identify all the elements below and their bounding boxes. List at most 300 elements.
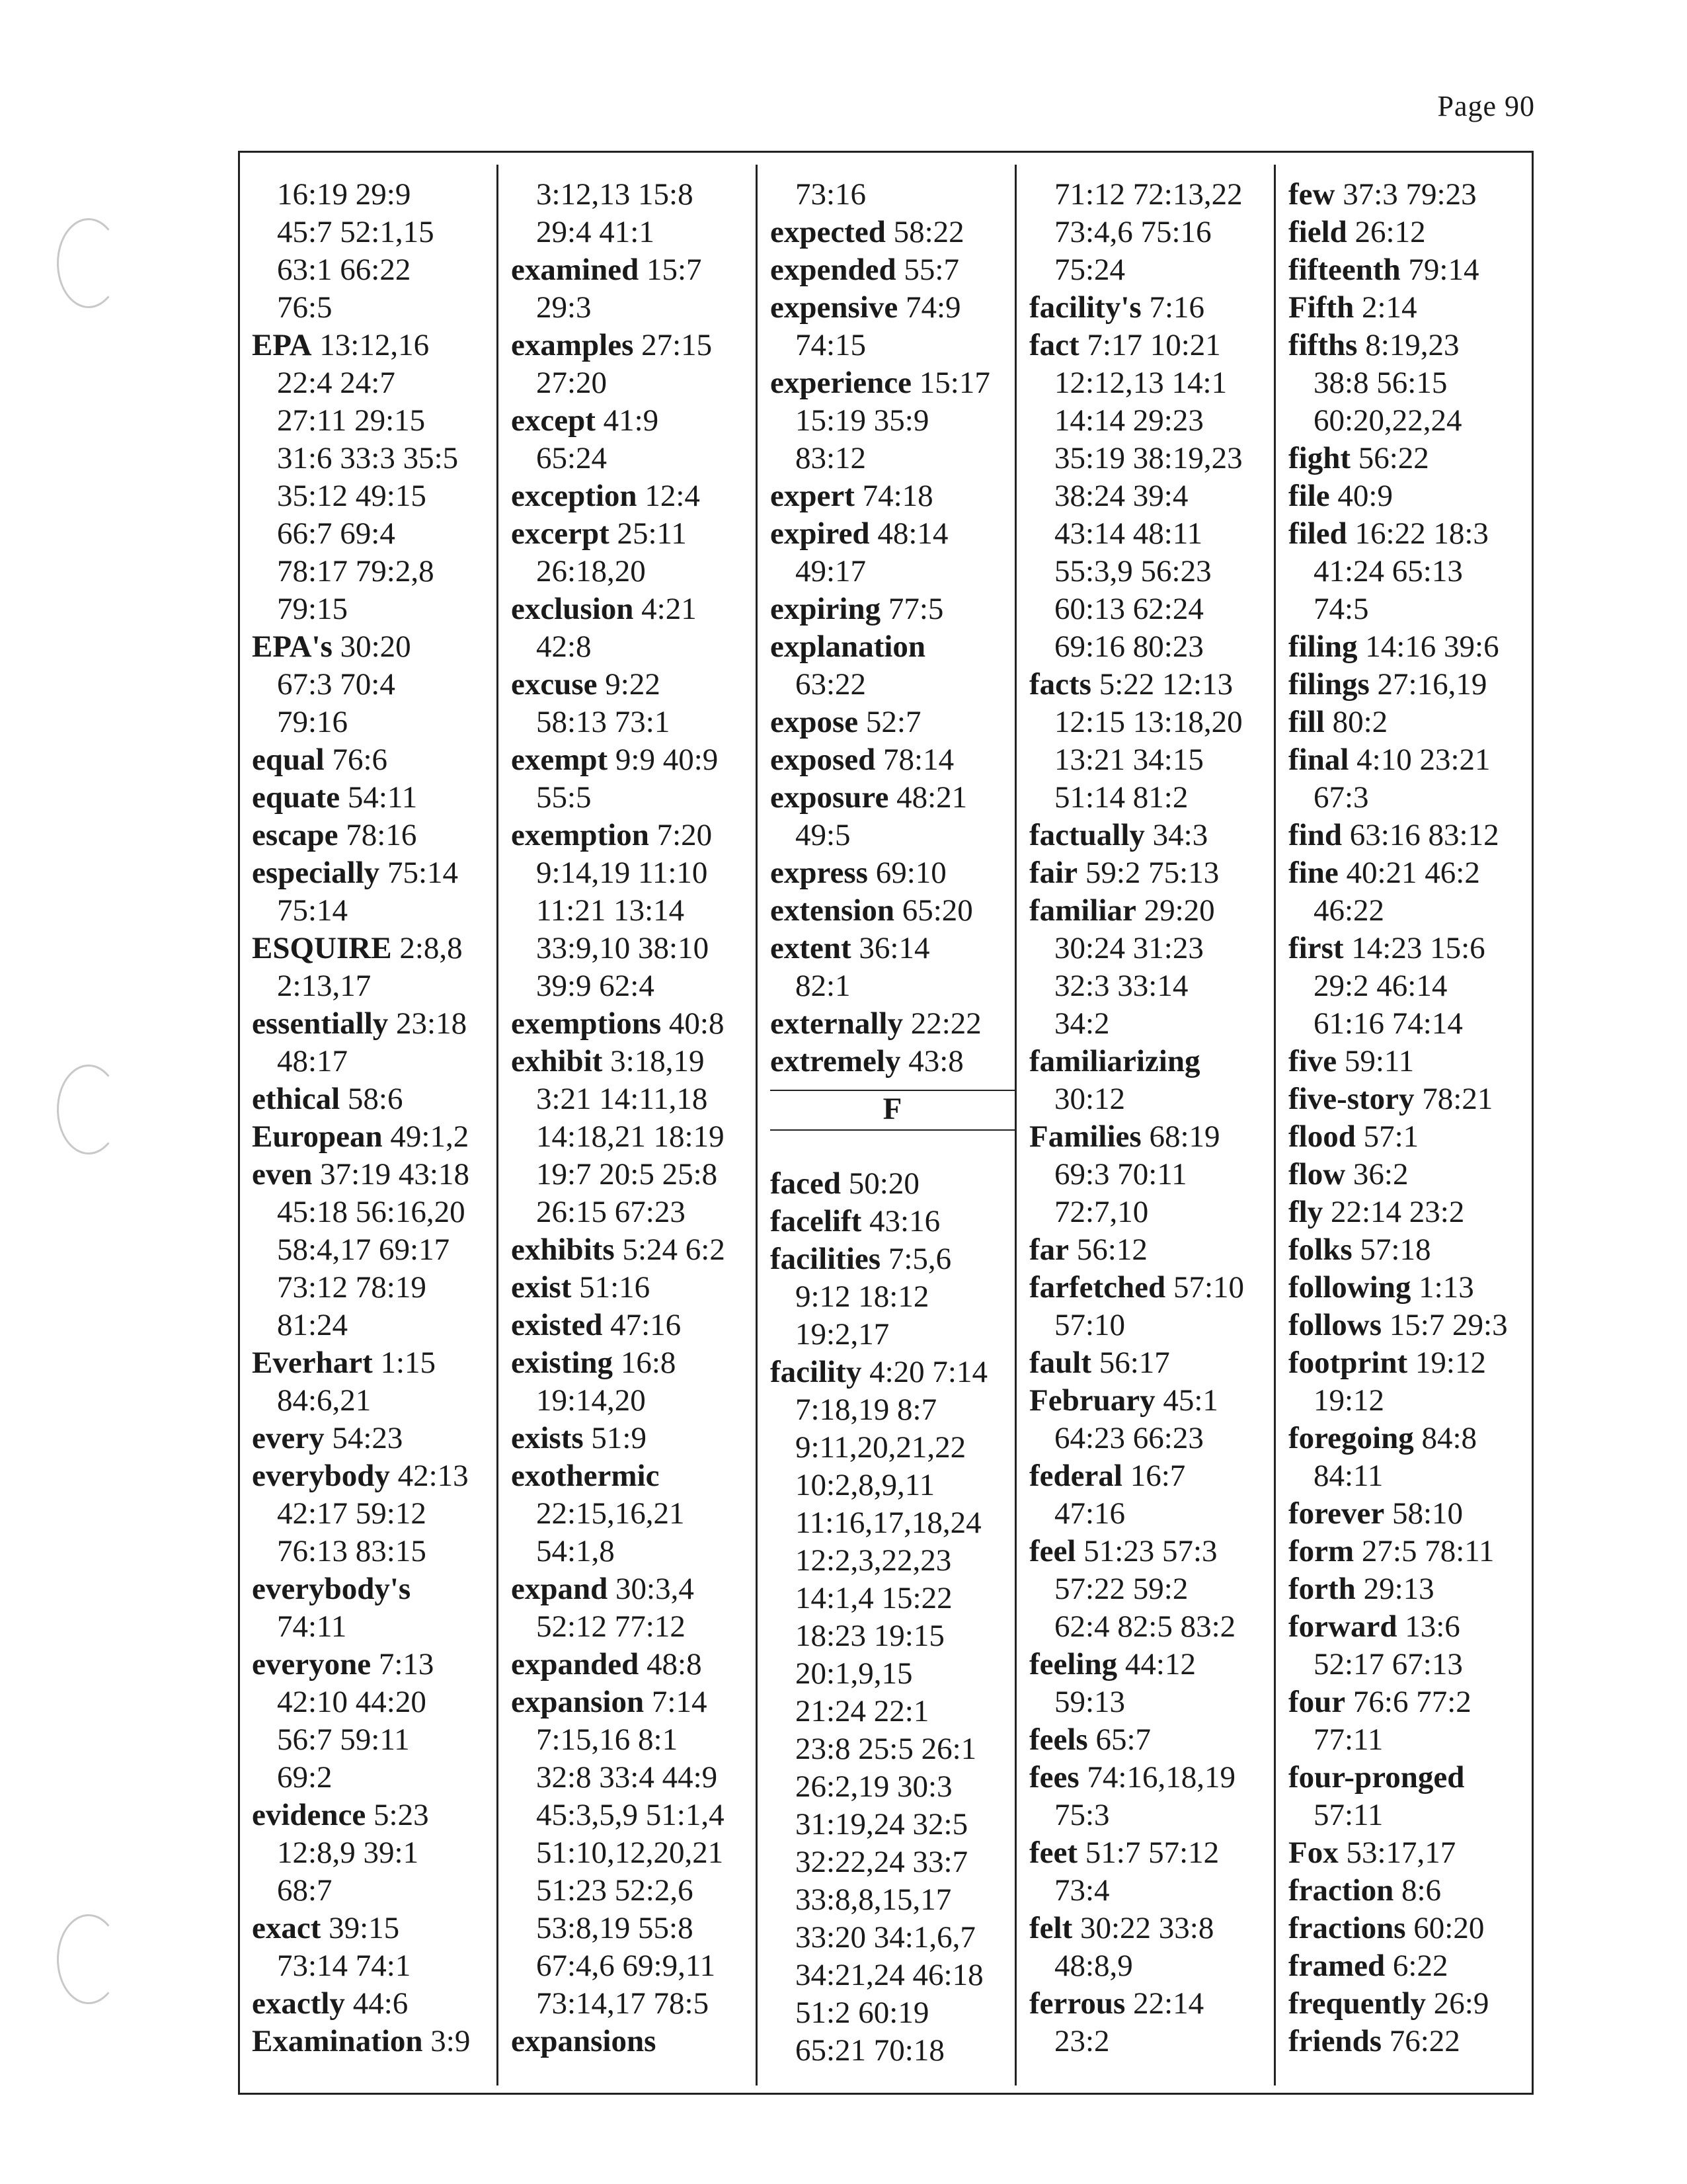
index-references: 1:15 bbox=[380, 1346, 436, 1380]
index-entry-line bbox=[1288, 1420, 1533, 1457]
index-entry-line bbox=[1288, 553, 1533, 590]
index-term: filings bbox=[1288, 667, 1370, 702]
index-entry-line bbox=[770, 892, 1015, 930]
index-references: 74:9 bbox=[905, 290, 961, 325]
index-entry-line bbox=[511, 1721, 756, 1759]
index-references: 81:24 bbox=[277, 1308, 348, 1342]
index-term: Fifth bbox=[1288, 290, 1354, 325]
index-term: Fox bbox=[1288, 1836, 1339, 1870]
index-term: fifteenth bbox=[1288, 253, 1401, 287]
index-entry-line bbox=[1029, 892, 1274, 930]
index-entry-line bbox=[252, 327, 496, 364]
index-entry bbox=[1288, 251, 1533, 289]
index-references: 13:21 34:15 bbox=[1054, 743, 1204, 777]
index-entry-line bbox=[252, 1985, 496, 2023]
index-entry bbox=[1029, 854, 1274, 892]
index-term: framed bbox=[1288, 1949, 1386, 1983]
index-entry bbox=[1029, 1834, 1274, 1910]
index-references: 78:17 79:2,8 bbox=[277, 554, 434, 588]
index-references: 72:7,10 bbox=[1054, 1195, 1149, 1229]
index-entry-line bbox=[252, 930, 496, 967]
index-term: everybody's bbox=[252, 1572, 411, 1606]
index-term: existed bbox=[511, 1308, 603, 1342]
index-entry bbox=[1029, 1759, 1274, 1834]
index-entry bbox=[1029, 1043, 1274, 1118]
index-entry-line bbox=[1029, 1608, 1274, 1646]
index-entry-line bbox=[1288, 1193, 1533, 1231]
index-entry-line bbox=[511, 1156, 756, 1193]
index-entry-line bbox=[252, 1344, 496, 1382]
index-entry-line bbox=[1288, 440, 1533, 477]
index-references: 52:7 bbox=[865, 705, 922, 739]
index-references: 48:8 bbox=[647, 1647, 702, 1681]
index-references: 51:7 57:12 bbox=[1085, 1836, 1220, 1870]
index-term: extremely bbox=[770, 1044, 901, 1078]
index-entry-line bbox=[511, 1193, 756, 1231]
index-term: explanation bbox=[770, 629, 926, 664]
index-entry bbox=[1288, 1910, 1533, 1947]
index-term: except bbox=[511, 403, 596, 438]
index-entry bbox=[1288, 1947, 1533, 1985]
index-references: 14:23 15:6 bbox=[1351, 931, 1485, 965]
index-entry-line bbox=[252, 515, 496, 553]
index-entry-line bbox=[1288, 741, 1533, 779]
index-entry-line bbox=[511, 1985, 756, 2023]
index-references: 12:8,9 39:1 bbox=[277, 1836, 419, 1870]
index-entry-line bbox=[770, 1919, 1015, 1957]
index-entry bbox=[770, 1165, 1015, 1203]
index-references: 51:16 bbox=[579, 1270, 650, 1305]
index-entry-line bbox=[770, 1005, 1015, 1043]
index-references: 37:3 79:23 bbox=[1343, 177, 1477, 212]
index-entry-line bbox=[770, 1043, 1015, 1080]
index-entry-line bbox=[1029, 1043, 1274, 1080]
index-entry bbox=[1029, 1910, 1274, 1985]
index-references: 31:6 33:3 35:5 bbox=[277, 441, 459, 475]
index-references: 30:22 33:8 bbox=[1079, 1911, 1214, 1945]
index-entry-line bbox=[252, 1080, 496, 1118]
index-references: 31:19,24 32:5 bbox=[795, 1807, 968, 1841]
index-entry-line bbox=[252, 1533, 496, 1570]
index-entry bbox=[1029, 892, 1274, 1043]
index-frame bbox=[238, 151, 1534, 2095]
index-entry bbox=[1288, 1269, 1533, 1307]
index-term: Examination bbox=[252, 2024, 423, 2058]
index-entry-line bbox=[1029, 590, 1274, 628]
index-references: 79:14 bbox=[1408, 253, 1479, 287]
index-entry-line bbox=[511, 1947, 756, 1985]
index-references: 73:14,17 78:5 bbox=[536, 1986, 709, 2021]
index-entry bbox=[252, 779, 496, 817]
index-entry-line bbox=[252, 779, 496, 817]
index-references: 57:1 bbox=[1363, 1119, 1419, 1154]
index-references: 51:9 bbox=[591, 1421, 647, 1455]
index-references: 83:12 bbox=[795, 441, 867, 475]
index-entry bbox=[770, 930, 1015, 1005]
index-references: 2:14 bbox=[1361, 290, 1417, 325]
index-references: 9:14,19 11:10 bbox=[536, 856, 708, 890]
index-entry-line bbox=[252, 1043, 496, 1080]
index-references: 27:11 29:15 bbox=[277, 403, 426, 438]
index-term: filing bbox=[1288, 629, 1358, 664]
index-references: 73:4,6 75:16 bbox=[1054, 215, 1212, 249]
index-entry-line bbox=[1029, 1985, 1274, 2023]
index-references: 23:8 25:5 26:1 bbox=[795, 1732, 977, 1766]
index-references: 65:24 bbox=[536, 441, 608, 475]
index-references: 73:12 78:19 bbox=[277, 1270, 426, 1305]
index-references: 54:23 bbox=[332, 1421, 403, 1455]
index-entry bbox=[1029, 666, 1274, 817]
index-references: 84:8 bbox=[1421, 1421, 1477, 1455]
index-entry-line bbox=[1029, 1759, 1274, 1797]
index-references: 73:4 bbox=[1054, 1873, 1110, 1908]
index-entry bbox=[252, 1985, 496, 2023]
index-entry-line bbox=[1029, 1118, 1274, 1156]
index-references: 82:1 bbox=[795, 969, 851, 1003]
index-entry-line bbox=[252, 1721, 496, 1759]
index-references: 60:20,22,24 bbox=[1314, 403, 1462, 438]
index-entry-line bbox=[511, 364, 756, 402]
index-references: 59:2 75:13 bbox=[1085, 856, 1220, 890]
index-term: five bbox=[1288, 1044, 1337, 1078]
index-term: footprint bbox=[1288, 1346, 1408, 1380]
index-entry bbox=[252, 327, 496, 628]
index-references: 27:20 bbox=[536, 366, 608, 400]
index-references: 62:4 82:5 83:2 bbox=[1054, 1609, 1236, 1644]
index-references: 29:3 bbox=[536, 290, 592, 325]
index-term: familiarizing bbox=[1029, 1044, 1200, 1078]
index-entry-line bbox=[770, 402, 1015, 440]
index-entry-line bbox=[511, 515, 756, 553]
index-entry bbox=[252, 1797, 496, 1910]
index-references: 69:16 80:23 bbox=[1054, 629, 1204, 664]
index-references: 67:4,6 69:9,11 bbox=[536, 1949, 716, 1983]
index-term: externally bbox=[770, 1006, 903, 1041]
index-references: 13:12,16 bbox=[319, 328, 430, 362]
index-entry-line bbox=[252, 1269, 496, 1307]
index-references: 66:7 69:4 bbox=[277, 516, 395, 551]
index-references: 12:2,3,22,23 bbox=[795, 1543, 952, 1578]
index-entry bbox=[1288, 477, 1533, 515]
index-entry-line bbox=[770, 967, 1015, 1005]
index-entry bbox=[252, 741, 496, 779]
index-entry-line bbox=[252, 1834, 496, 1872]
index-entry-line bbox=[1029, 1872, 1274, 1910]
index-references: 11:16,17,18,24 bbox=[795, 1506, 982, 1540]
index-term: file bbox=[1288, 479, 1330, 513]
index-references: 30:12 bbox=[1054, 1082, 1126, 1116]
index-entry bbox=[1288, 1307, 1533, 1344]
index-entry-line bbox=[1288, 967, 1533, 1005]
index-entry-line bbox=[1288, 854, 1533, 892]
index-references: 12:12,13 14:1 bbox=[1054, 366, 1228, 400]
index-entry-line bbox=[511, 1005, 756, 1043]
index-entry-line bbox=[511, 1533, 756, 1570]
index-term: foregoing bbox=[1288, 1421, 1414, 1455]
index-references: 58:4,17 69:17 bbox=[277, 1233, 450, 1267]
index-term: facility's bbox=[1029, 290, 1142, 325]
index-term: excuse bbox=[511, 667, 598, 702]
index-term: faced bbox=[770, 1166, 842, 1201]
index-term: exhibit bbox=[511, 1044, 603, 1078]
column-divider bbox=[756, 165, 758, 2085]
index-entry bbox=[511, 1344, 756, 1420]
index-references: 74:5 bbox=[1314, 592, 1369, 626]
index-entry-line bbox=[252, 1608, 496, 1646]
index-entry-line bbox=[770, 176, 1015, 214]
index-entry bbox=[1288, 1608, 1533, 1683]
index-entry-line bbox=[1029, 1947, 1274, 1985]
index-column-5 bbox=[1288, 176, 1533, 2060]
index-references: 20:1,9,15 bbox=[795, 1656, 913, 1691]
index-references: 74:16,18,19 bbox=[1087, 1760, 1236, 1795]
index-references: 54:1,8 bbox=[536, 1534, 615, 1568]
index-entry-line bbox=[252, 892, 496, 930]
index-references: 78:21 bbox=[1422, 1082, 1493, 1116]
index-term: four bbox=[1288, 1685, 1346, 1719]
index-entry bbox=[252, 176, 496, 327]
index-entry bbox=[1288, 704, 1533, 741]
index-term: exemption bbox=[511, 818, 649, 852]
index-references: 19:7 20:5 25:8 bbox=[536, 1157, 718, 1192]
index-references: 74:11 bbox=[277, 1609, 347, 1644]
index-references: 55:5 bbox=[536, 780, 592, 815]
index-entry bbox=[511, 1646, 756, 1683]
index-references: 3:12,13 15:8 bbox=[536, 177, 693, 212]
index-references: 46:22 bbox=[1314, 893, 1385, 928]
index-references: 57:10 bbox=[1054, 1308, 1126, 1342]
index-references: 36:2 bbox=[1353, 1157, 1409, 1192]
index-entry-line bbox=[1029, 251, 1274, 289]
index-entry-line bbox=[511, 553, 756, 590]
index-term: filed bbox=[1288, 516, 1347, 551]
index-references: 64:23 66:23 bbox=[1054, 1421, 1204, 1455]
index-references: 7:5,6 bbox=[888, 1242, 952, 1276]
index-entry-line bbox=[770, 2032, 1015, 2070]
index-references: 60:13 62:24 bbox=[1054, 592, 1204, 626]
index-references: 67:3 bbox=[1314, 780, 1369, 815]
index-entry bbox=[511, 590, 756, 666]
index-term: fraction bbox=[1288, 1873, 1394, 1908]
index-entry-line bbox=[511, 440, 756, 477]
index-entry-line bbox=[1029, 1080, 1274, 1118]
index-entry bbox=[1029, 176, 1274, 289]
index-entry-line bbox=[770, 1203, 1015, 1240]
index-entry-line bbox=[252, 251, 496, 289]
index-term: frequently bbox=[1288, 1986, 1427, 2021]
index-references: 49:1,2 bbox=[390, 1119, 469, 1154]
index-term: exempt bbox=[511, 743, 608, 777]
index-references: 3:9 bbox=[430, 2024, 471, 2058]
index-entry-line bbox=[511, 214, 756, 251]
index-references: 26:9 bbox=[1433, 1986, 1489, 2021]
index-term: expiring bbox=[770, 592, 881, 626]
index-references: 27:15 bbox=[641, 328, 713, 362]
index-entry-line bbox=[1029, 477, 1274, 515]
index-entry-line bbox=[511, 1269, 756, 1307]
index-entry-line bbox=[252, 1420, 496, 1457]
index-references: 76:6 bbox=[332, 743, 388, 777]
index-entry-line bbox=[1029, 1646, 1274, 1683]
index-entry bbox=[770, 1240, 1015, 1354]
index-term: facility bbox=[770, 1355, 862, 1389]
index-entry bbox=[511, 741, 756, 817]
index-entry-line bbox=[1029, 402, 1274, 440]
index-entry-line bbox=[770, 1580, 1015, 1617]
index-entry-line bbox=[1029, 1269, 1274, 1307]
index-references: 7:17 10:21 bbox=[1087, 328, 1221, 362]
index-references: 51:2 60:19 bbox=[795, 1996, 929, 2030]
index-term: forward bbox=[1288, 1609, 1397, 1644]
index-references: 4:10 23:21 bbox=[1356, 743, 1491, 777]
index-term: exact bbox=[252, 1911, 321, 1945]
index-term: expected bbox=[770, 215, 886, 249]
index-entry-line bbox=[770, 1655, 1015, 1693]
index-term: examined bbox=[511, 253, 639, 287]
index-entry-line bbox=[770, 214, 1015, 251]
index-entry-line bbox=[770, 741, 1015, 779]
index-references: 35:12 49:15 bbox=[277, 479, 426, 513]
index-references: 7:13 bbox=[378, 1647, 434, 1681]
index-references: 41:24 65:13 bbox=[1314, 554, 1463, 588]
index-entry bbox=[1288, 1985, 1533, 2023]
index-entry-line bbox=[511, 892, 756, 930]
index-entry-line bbox=[1288, 590, 1533, 628]
index-term: fact bbox=[1029, 328, 1079, 362]
index-entry-line bbox=[511, 967, 756, 1005]
index-references: 32:3 33:14 bbox=[1054, 969, 1189, 1003]
index-entry bbox=[1029, 817, 1274, 854]
section-rule-bottom bbox=[770, 1129, 1015, 1131]
index-references: 40:21 46:2 bbox=[1346, 856, 1480, 890]
index-entry-line bbox=[511, 1646, 756, 1683]
index-references: 40:9 bbox=[1337, 479, 1393, 513]
index-entry bbox=[770, 364, 1015, 477]
index-references: 67:3 70:4 bbox=[277, 667, 395, 702]
index-references: 14:16 39:6 bbox=[1365, 629, 1499, 664]
index-entry bbox=[1288, 1683, 1533, 1759]
index-entry-line bbox=[1029, 176, 1274, 214]
index-references: 6:22 bbox=[1392, 1949, 1448, 1983]
index-entry bbox=[1288, 1043, 1533, 1080]
index-references: 58:22 bbox=[893, 215, 964, 249]
index-term: feeling bbox=[1029, 1647, 1118, 1681]
index-entry-line bbox=[252, 553, 496, 590]
index-entry-line bbox=[511, 1420, 756, 1457]
index-entry-line bbox=[1029, 1495, 1274, 1533]
index-term: fair bbox=[1029, 856, 1078, 890]
index-entry-line bbox=[770, 1467, 1015, 1504]
index-references: 78:16 bbox=[346, 818, 417, 852]
index-term: flood bbox=[1288, 1119, 1356, 1154]
index-references: 69:10 bbox=[875, 856, 947, 890]
index-references: 84:11 bbox=[1314, 1459, 1384, 1493]
index-term: fifths bbox=[1288, 328, 1358, 362]
index-references: 19:14,20 bbox=[536, 1383, 646, 1418]
index-entry-line bbox=[511, 1570, 756, 1608]
index-references: 5:24 6:2 bbox=[622, 1233, 725, 1267]
index-entry bbox=[1288, 628, 1533, 666]
index-term: everybody bbox=[252, 1459, 390, 1493]
index-term: folks bbox=[1288, 1233, 1353, 1267]
index-references: 45:18 56:16,20 bbox=[277, 1195, 465, 1229]
index-references: 11:21 13:14 bbox=[536, 893, 685, 928]
index-term: European bbox=[252, 1119, 383, 1154]
index-references: 21:24 22:1 bbox=[795, 1694, 929, 1728]
index-entry bbox=[1029, 1721, 1274, 1759]
index-term: escape bbox=[252, 818, 338, 852]
index-entry-line bbox=[1288, 251, 1533, 289]
index-entry-line bbox=[770, 1617, 1015, 1655]
index-entry bbox=[511, 1269, 756, 1307]
index-entry bbox=[511, 1420, 756, 1457]
index-references: 57:22 59:2 bbox=[1054, 1572, 1189, 1606]
index-entry bbox=[770, 1043, 1015, 1080]
index-term: extent bbox=[770, 931, 851, 965]
index-entry-line bbox=[1288, 1570, 1533, 1608]
index-entry-line bbox=[1029, 967, 1274, 1005]
index-entry-line bbox=[770, 440, 1015, 477]
index-term: equate bbox=[252, 780, 340, 815]
index-entry bbox=[511, 327, 756, 402]
index-references: 7:18,19 8:7 bbox=[795, 1393, 937, 1427]
index-term: feet bbox=[1029, 1836, 1078, 1870]
index-entry-line bbox=[252, 590, 496, 628]
index-term: exactly bbox=[252, 1986, 345, 2021]
index-entry-line bbox=[1288, 666, 1533, 704]
index-entry bbox=[511, 817, 756, 1005]
index-references: 7:20 bbox=[656, 818, 713, 852]
index-entry-line bbox=[252, 214, 496, 251]
index-entry-line bbox=[770, 1994, 1015, 2032]
index-entry-line bbox=[1288, 1495, 1533, 1533]
index-entry-line bbox=[770, 590, 1015, 628]
index-entry-line bbox=[252, 1759, 496, 1797]
index-term: express bbox=[770, 856, 868, 890]
index-entry-line bbox=[511, 1080, 756, 1118]
index-references: 37:19 43:18 bbox=[320, 1157, 469, 1192]
index-term: ESQUIRE bbox=[252, 931, 392, 965]
index-references: 45:7 52:1,15 bbox=[277, 215, 434, 249]
index-references: 7:16 bbox=[1149, 290, 1204, 325]
index-entry-line bbox=[1288, 1872, 1533, 1910]
index-references: 18:23 19:15 bbox=[795, 1619, 945, 1653]
index-entry-line bbox=[770, 854, 1015, 892]
index-entry bbox=[1288, 1495, 1533, 1533]
index-references: 33:9,10 38:10 bbox=[536, 931, 709, 965]
index-term: expended bbox=[770, 253, 896, 287]
index-entry-line bbox=[1029, 1797, 1274, 1834]
index-references: 61:16 74:14 bbox=[1314, 1006, 1463, 1041]
index-entry bbox=[770, 704, 1015, 741]
index-references: 42:8 bbox=[536, 629, 592, 664]
index-entry-line bbox=[770, 1730, 1015, 1768]
index-entry-line bbox=[1029, 553, 1274, 590]
index-entry-line bbox=[252, 1307, 496, 1344]
index-references: 23:18 bbox=[396, 1006, 467, 1041]
index-entry-line bbox=[770, 1504, 1015, 1542]
index-entry-line bbox=[1288, 1947, 1533, 1985]
index-entry-line bbox=[1029, 289, 1274, 327]
index-entry bbox=[511, 477, 756, 515]
index-term: expanded bbox=[511, 1647, 639, 1681]
index-entry-line bbox=[1029, 741, 1274, 779]
index-entry bbox=[511, 251, 756, 327]
index-references: 55:7 bbox=[904, 253, 959, 287]
index-term: farfetched bbox=[1029, 1270, 1166, 1305]
index-references: 8:19,23 bbox=[1365, 328, 1460, 362]
index-entry bbox=[1029, 289, 1274, 327]
